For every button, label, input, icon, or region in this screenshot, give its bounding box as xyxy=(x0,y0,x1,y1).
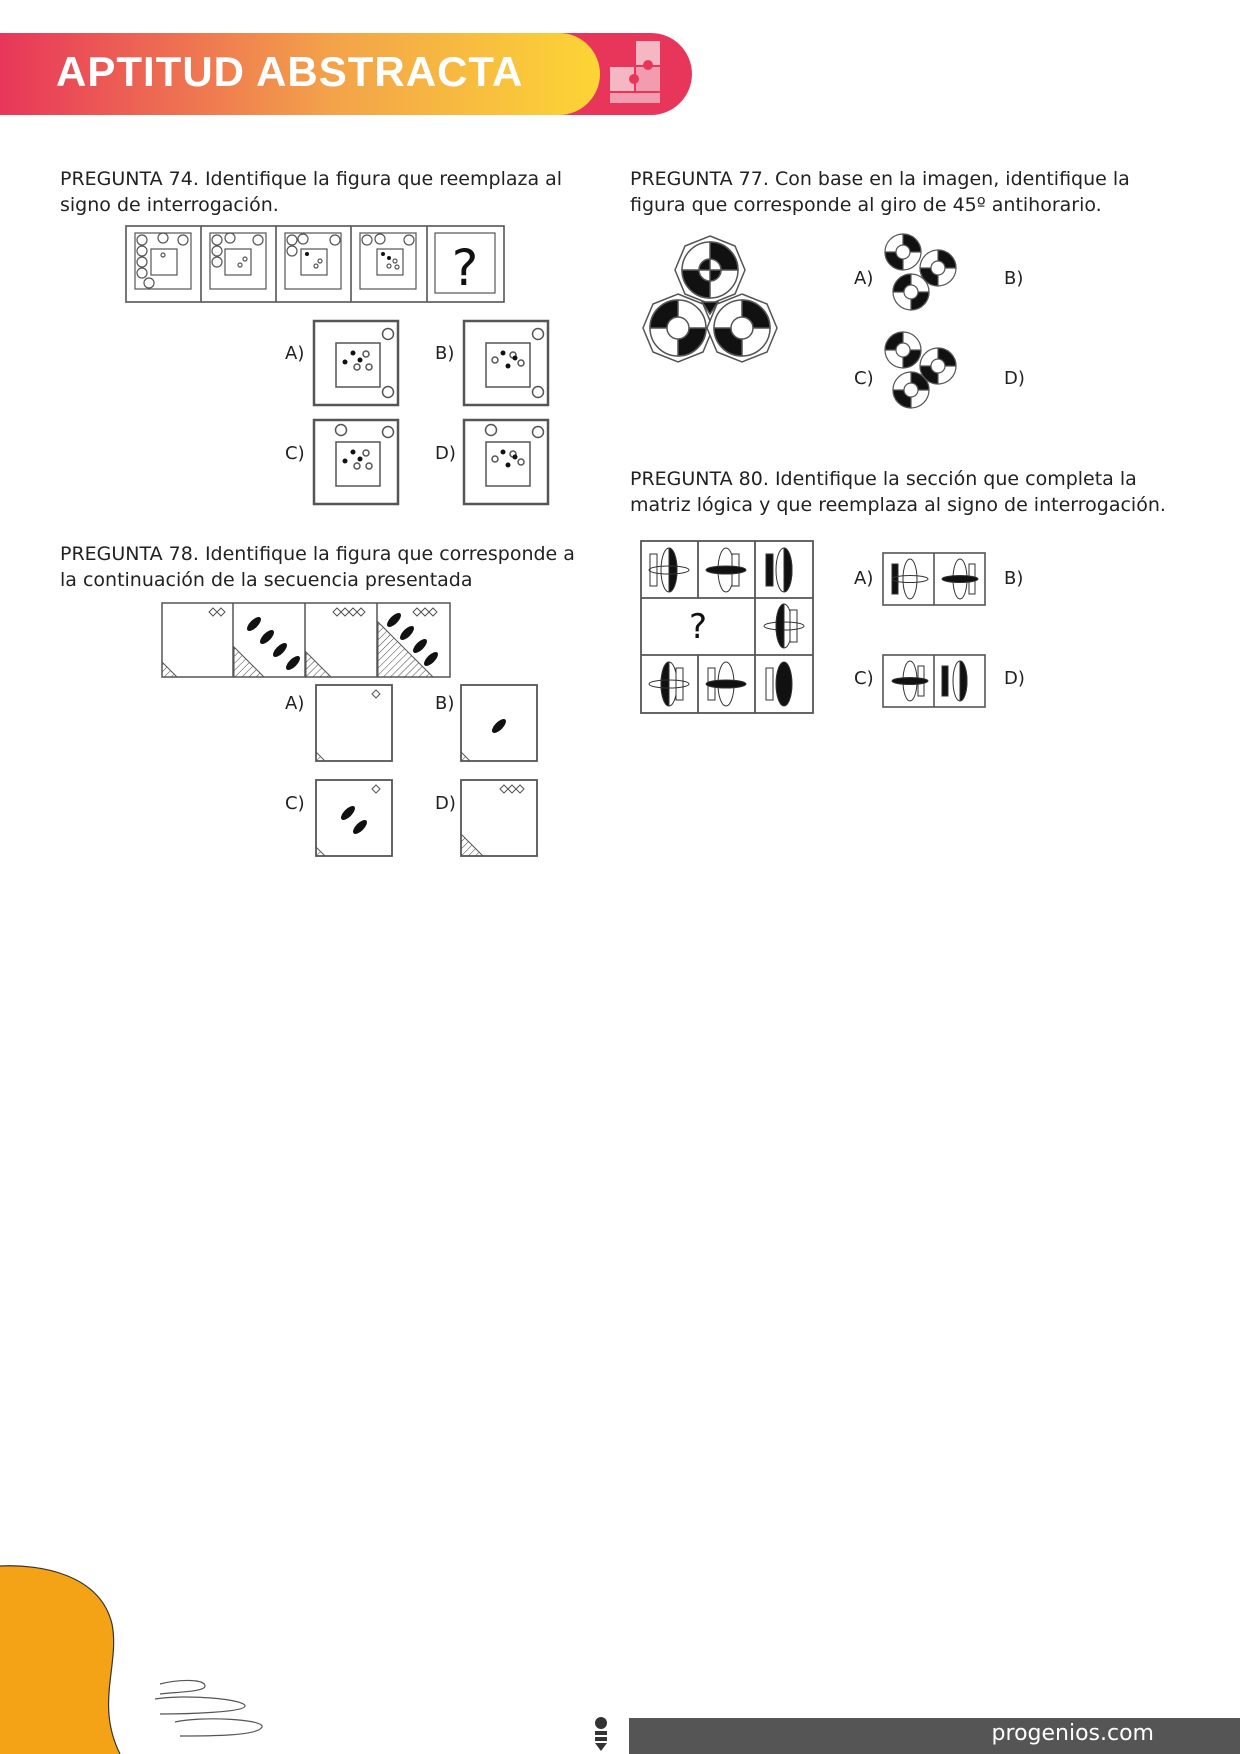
q74-option-a-figure[interactable] xyxy=(313,320,399,406)
q77-option-a-figure[interactable] xyxy=(878,232,968,314)
option-c-label: C) xyxy=(854,368,874,389)
question-text: Identifique la figura que reemplaza al xyxy=(198,168,563,190)
q77-figure xyxy=(650,234,795,364)
option-d-label: D) xyxy=(435,443,456,464)
option-a-label: A) xyxy=(854,568,874,589)
matrix-question-mark: ? xyxy=(688,607,708,647)
q74-option-c-figure[interactable] xyxy=(313,419,399,505)
question-number: PREGUNTA 74. xyxy=(60,168,199,190)
footer-site-link[interactable]: progenios.com xyxy=(991,1721,1154,1746)
option-a-label: A) xyxy=(285,693,305,714)
question-text: Identifique la sección que completa la xyxy=(768,468,1137,490)
footer-blob xyxy=(0,1554,270,1754)
q74-option-b-figure[interactable] xyxy=(463,320,549,406)
q80-matrix xyxy=(640,540,814,714)
question-text: Identifique la figura que corresponde a xyxy=(198,543,575,565)
q74-option-d-figure[interactable] xyxy=(463,419,549,505)
option-b-label: B) xyxy=(435,343,455,364)
page-title: APTITUD ABSTRACTA xyxy=(56,48,524,95)
question-number: PREGUNTA 80. xyxy=(630,468,769,490)
q78-sequence xyxy=(161,602,451,678)
option-c-label: C) xyxy=(854,668,874,689)
q74-sequence xyxy=(125,225,505,305)
q78-option-a-figure[interactable] xyxy=(315,684,393,762)
question-text: la continuación de la secuencia presentada xyxy=(60,569,473,591)
question-74 xyxy=(60,166,580,218)
option-c-label: C) xyxy=(285,793,305,814)
option-b-label: B) xyxy=(1004,568,1024,589)
question-text: matriz lógica y que reemplaza al signo de interrogación. xyxy=(630,494,1166,516)
q78-option-b-figure[interactable] xyxy=(460,684,538,762)
option-c-label: C) xyxy=(285,443,305,464)
option-a-label: A) xyxy=(854,268,874,289)
q80-option-c-figure[interactable] xyxy=(882,654,986,708)
option-a-label: A) xyxy=(285,343,305,364)
question-text: figura que corresponde al giro de 45º antihorario. xyxy=(630,194,1102,216)
q80-option-a-figure[interactable] xyxy=(882,552,986,606)
q77-option-c-figure[interactable] xyxy=(878,330,968,412)
q78-option-c-figure[interactable] xyxy=(315,779,393,857)
option-b-label: B) xyxy=(1004,268,1024,289)
question-text: Con base en la imagen, identifique la xyxy=(768,168,1130,190)
option-d-label: D) xyxy=(1004,368,1025,389)
question-text: signo de interrogación. xyxy=(60,194,279,216)
question-80 xyxy=(630,466,1210,518)
option-b-label: B) xyxy=(435,693,455,714)
option-d-label: D) xyxy=(1004,668,1025,689)
q78-option-d-figure[interactable] xyxy=(460,779,538,857)
question-78 xyxy=(60,541,580,593)
question-number: PREGUNTA 77. xyxy=(630,168,769,190)
question-77 xyxy=(630,166,1190,218)
option-d-label: D) xyxy=(435,793,456,814)
sequence-question-mark: ? xyxy=(451,239,479,297)
pencil-icon xyxy=(593,1716,609,1752)
question-number: PREGUNTA 78. xyxy=(60,543,199,565)
